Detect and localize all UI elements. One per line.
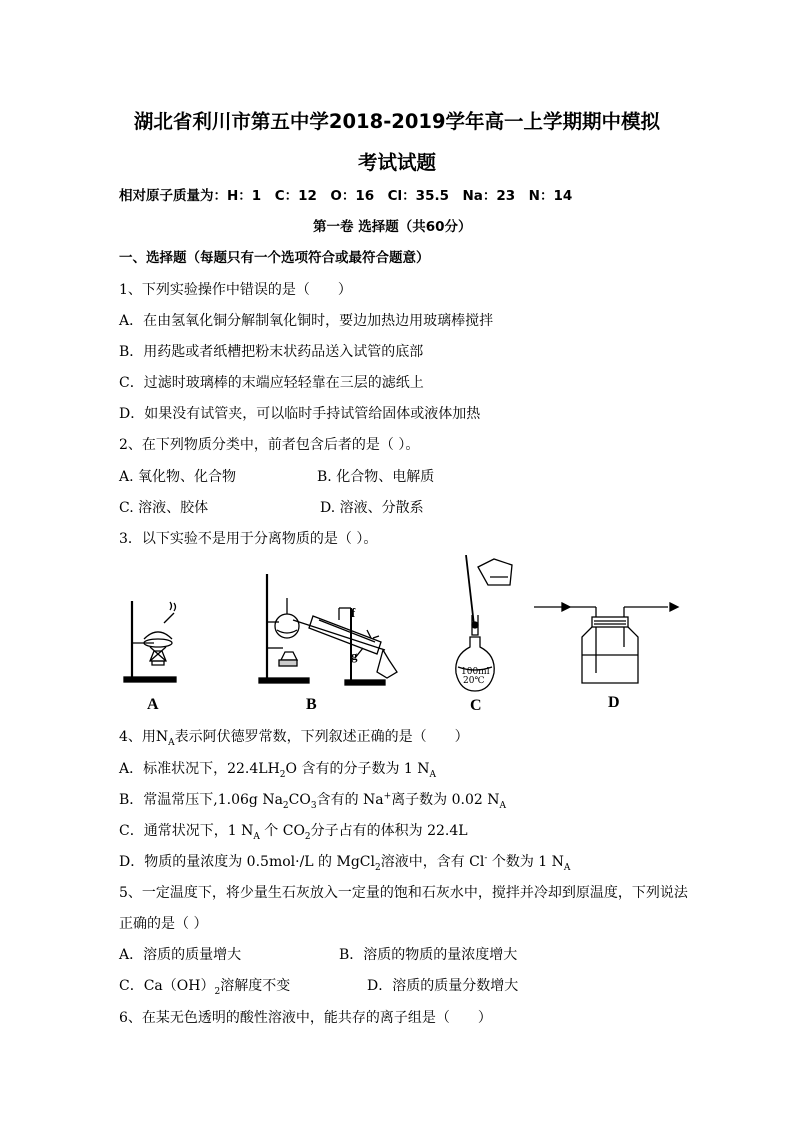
q3-stem: 3．以下实验不是用于分离物质的是（ ）。: [119, 531, 378, 547]
q5-option-d: D．溶质的质量分数增大: [367, 978, 519, 994]
flask-volume-text: 100ml: [461, 667, 490, 677]
q4c-text-1: C．通常状况下，1 N: [119, 823, 254, 839]
q5-stem-line2: 正确的是（ ）: [119, 916, 208, 932]
q4d-text-2: 溶液中，含有 Cl: [380, 854, 485, 870]
q5c-text-1: C．Ca（OH）: [119, 978, 215, 994]
q4c-sub-1: A: [253, 831, 260, 842]
q4-option-d: [119, 853, 570, 871]
exam-title-line2: 考试试题: [357, 151, 436, 174]
condenser-label-g: g: [351, 648, 358, 663]
q1-option-b: B．用药匙或者纸槽把粉末状药品送入试管的底部: [119, 344, 424, 360]
apparatus-a-label: A: [147, 696, 159, 713]
q4b-text-4: 离子数为 0.02 N: [391, 792, 500, 808]
q4b-text-1: B．常温常压下,1.06g Na: [119, 792, 283, 808]
q1-stem: 1、下列实验操作中错误的是（ ）: [119, 282, 352, 298]
q4b-sub-1: 2: [282, 800, 289, 811]
q4b-sub-3: A: [499, 800, 507, 811]
q4b-text-3: 含有的 Na: [316, 792, 384, 808]
q2-option-d: D. 溶液、分散系: [320, 500, 424, 516]
q1-option-c: C．过滤时玻璃棒的末端应轻轻靠在三层的滤纸上: [119, 375, 424, 391]
q4-stem-sub: A: [168, 737, 175, 748]
q4b-sup-1: +: [383, 791, 392, 802]
q6-stem: 6、在某无色透明的酸性溶液中，能共存的离子组是（ ）: [119, 1010, 492, 1026]
atomic-mass-values: H：1 C：12 O：16 Cl：35.5 Na：23 N：14: [227, 188, 573, 204]
q2-stem: 2、在下列物质分类中，前者包含后者的是（ ）。: [119, 437, 420, 453]
q4a-text-2: O 含有的分子数为 1 N: [285, 761, 430, 777]
q4d-text-3: 个数为 1 N: [487, 854, 564, 870]
q4-option-b: [119, 791, 506, 809]
q4a-text-1: A．标准状况下，22.4LH: [119, 761, 280, 777]
q4b-sub-2: 3: [310, 800, 317, 811]
q4-stem-text-2: 表示阿伏德罗常数，下列叙述正确的是（ ）: [174, 729, 469, 745]
q4-option-c: [119, 822, 468, 840]
q2-option-a: A. 氧化物、化合物: [119, 469, 237, 485]
atomic-mass-line: [119, 187, 572, 205]
q4a-sub-1: 2: [279, 769, 286, 780]
q2-option-b: B. 化合物、电解质: [317, 469, 435, 485]
q4d-sup-1: -: [484, 853, 488, 864]
q4-option-a: [119, 760, 436, 778]
q4d-text-1: D．物质的量浓度为 0.5mol·/L 的 MgCl: [119, 854, 375, 870]
q5c-text-2: 溶解度不变: [220, 978, 291, 994]
apparatus-c-label: C: [470, 697, 482, 714]
q5c-sub: 2: [214, 986, 221, 997]
exam-title-line1: 湖北省利川市第五中学2018-2019学年高一上学期期中模拟: [133, 110, 661, 133]
q5-option-a: A．溶质的质量增大: [119, 947, 242, 963]
q2-option-c: C. 溶液、胶体: [119, 500, 209, 516]
q4b-text-2: CO: [288, 792, 311, 808]
q5-option-c: [119, 977, 290, 995]
q4d-sub-1: 2: [374, 862, 381, 873]
atomic-mass-label: 相对原子质量为：: [119, 188, 227, 204]
flask-temp-text: 20℃: [463, 676, 485, 686]
q4-stem: [119, 728, 469, 746]
q1-option-a: A．在由氢氧化铜分解制氧化铜时，要边加热边用玻璃棒搅拌: [119, 313, 494, 329]
q4-stem-text: 4、用N: [119, 729, 169, 745]
section-heading: 第一卷 选择题（共60分）: [313, 219, 472, 235]
part-heading: 一、选择题（每题只有一个选项符合或最符合题意）: [119, 250, 430, 266]
q5-option-b: B．溶质的物质的量浓度增大: [339, 947, 518, 963]
apparatus-b-distillation: [255, 568, 415, 688]
q1-option-d: D．如果没有试管夹，可以临时手持试管给固体或液体加热: [119, 406, 481, 422]
q4d-sub-2: A: [563, 862, 571, 873]
q4c-text-2: 个 CO: [259, 823, 305, 839]
apparatus-b-label: B: [306, 696, 317, 713]
q4c-text-3: 分子占有的体积为 22.4L: [310, 823, 468, 839]
q4c-sub-2: 2: [304, 831, 311, 842]
apparatus-d-label: D: [608, 694, 620, 711]
q4a-sub-2: A: [429, 769, 437, 780]
q5-stem-line1: 5、一定温度下，将少量生石灰放入一定量的饱和石灰水中，搅拌并冷却到原温度，下列说法: [119, 885, 688, 901]
condenser-label-f: f: [351, 605, 356, 620]
apparatus-d-gas-bottle: [530, 595, 690, 690]
apparatus-a-evaporation: [120, 595, 190, 685]
